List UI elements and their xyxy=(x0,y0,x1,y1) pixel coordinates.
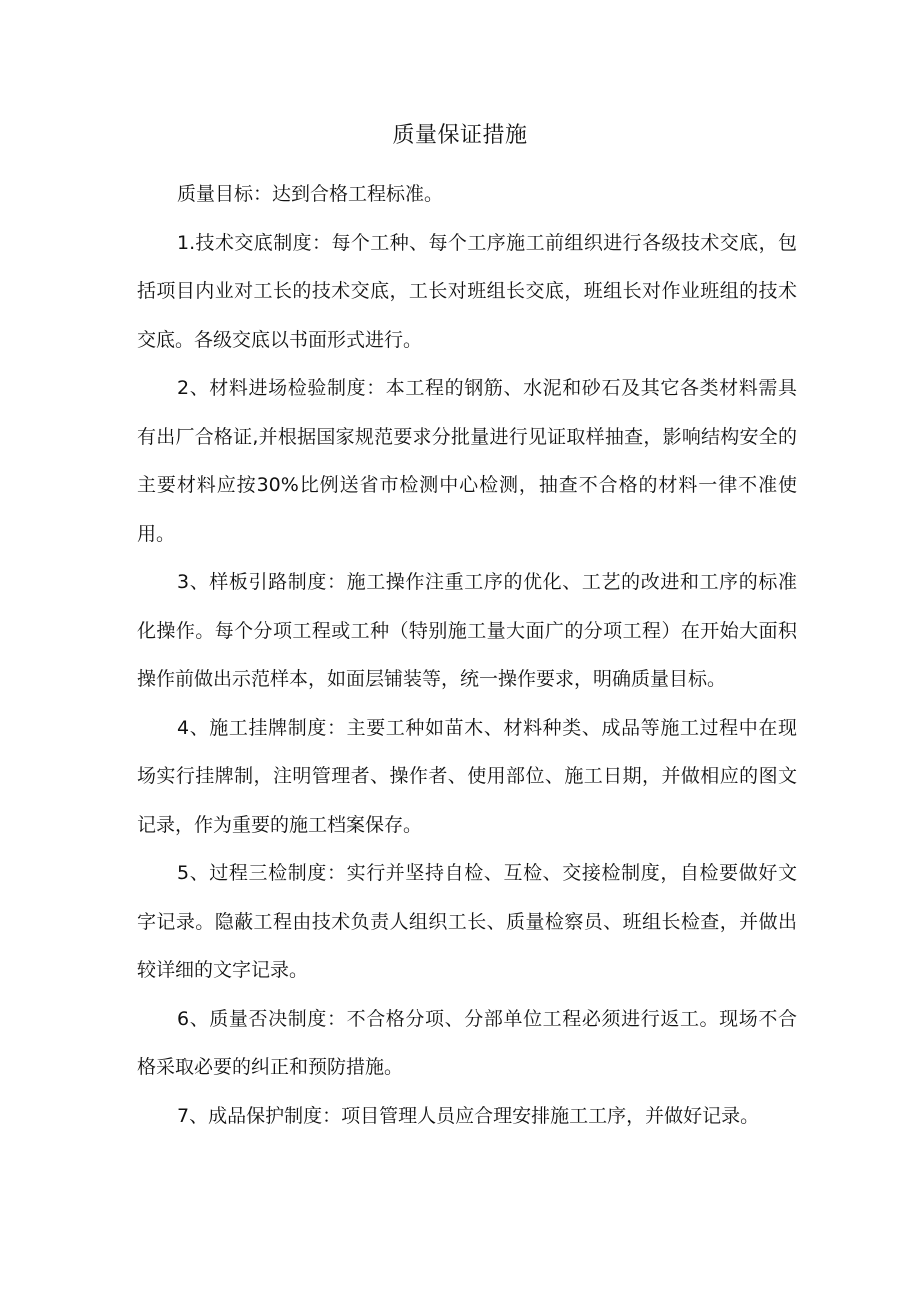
technical-briefing-paragraph: 1.技术交底制度：每个工种、每个工序施工前组织进行各级技术交底，包括项目内业对工长的技术交底，工长对班组长交底，班组长对作业班组的技术交底。各级交底以书面形式进行。 xyxy=(137,231,797,351)
product-protection-paragraph: 7、成品保护制度：项目管理人员应合理安排施工工序，并做好记录。 xyxy=(177,1104,760,1127)
quality-goal-paragraph: 质量目标：达到合格工程标准。 xyxy=(177,183,444,205)
process-inspection-paragraph: 5、过程三检制度：实行并坚持自检、互检、交接检制度，自检要做好文字记录。隐蔽工程由技术负责人组织工长、质量检察员、班组长检查，并做出较详细的文字记录。 xyxy=(137,862,797,981)
construction-tagging-paragraph: 4、施工挂牌制度：主要工种如苗木、材料种类、成品等施工过程中在现场实行挂牌制，注明管理者、操作者、使用部位、施工日期，并做相应的图文记录，作为重要的施工档案保存。 xyxy=(137,716,797,836)
document-body xyxy=(137,170,797,1140)
quality-veto-paragraph: 6、质量否决制度：不合格分项、分部单位工程必须进行返工。现场不合格采取必要的纠正和预防措施。 xyxy=(137,1007,797,1078)
material-inspection-paragraph: 2、材料进场检验制度：本工程的钢筋、水泥和砂石及其它各类材料需具有出厂合格证,并根据国家规范要求分批量进行见证取样抽查，影响结构安全的主要材料应按30%比例送省市检测中心检测，抽查不合格的材料一律不准使用。 xyxy=(137,377,797,545)
sample-guidance-paragraph: 3、样板引路制度：施工操作注重工序的优化、工艺的改进和工序的标准化操作。每个分项工程或工种（特别施工量大面广的分项工程）在开始大面积操作前做出示范样本，如面层铺装等，统一操作要求，明确质量目标。 xyxy=(137,571,797,690)
document-title: 质量保证措施 xyxy=(392,123,528,148)
